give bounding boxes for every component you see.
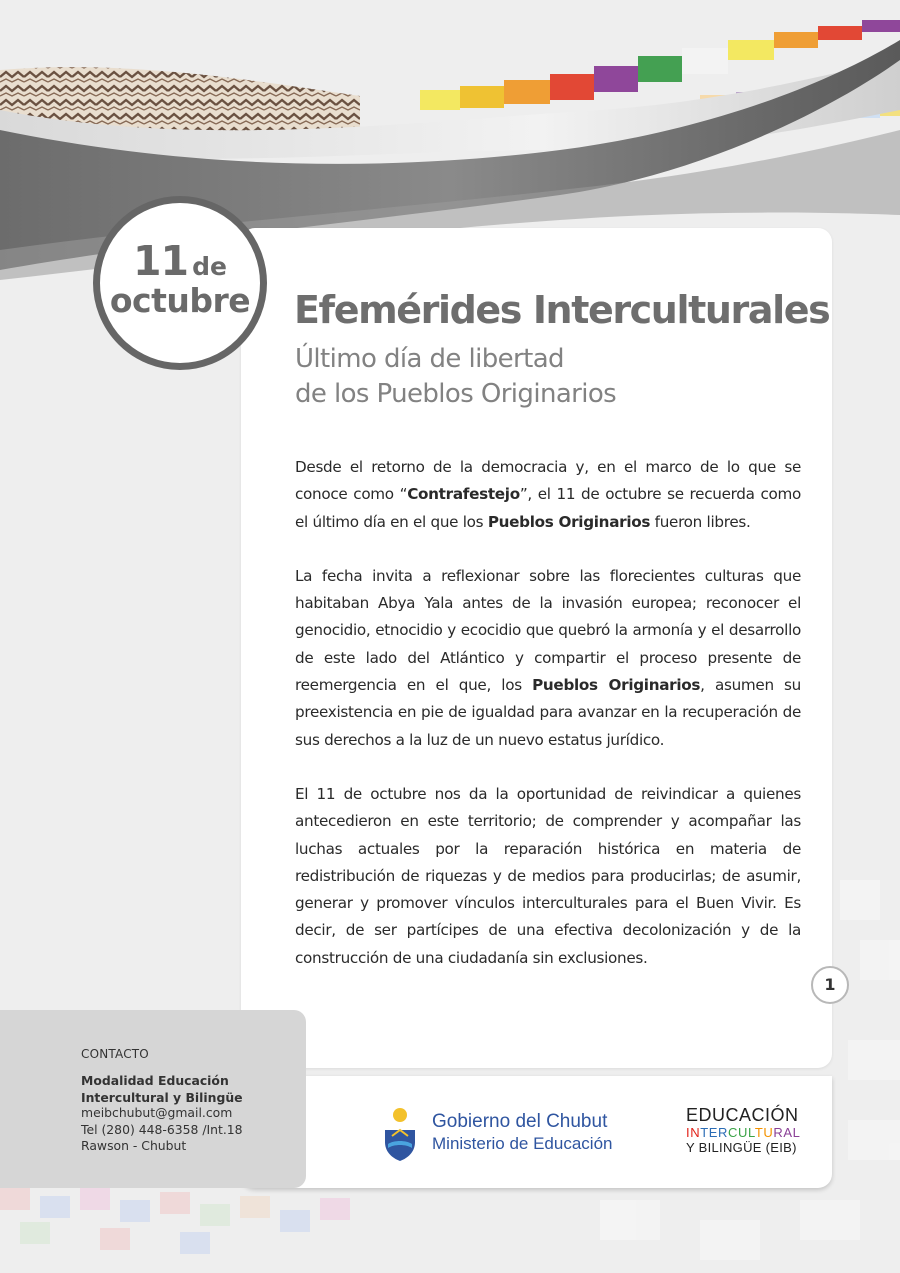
paragraph-3: El 11 de octubre nos da la oportunidad de reivindicar a quienes antecedieron en este territorio; de comprender y acompañar las luchas actuales por la reparación histórica en materia de redistribución de riquezas y de medios para producirlas; de asumir, generar y promover vínculos interculturales para el Buen Vivir. Es decir, de ser partícipes de una efectiva decolonización y de la construcción de una ciudadanía sin exclusiones. — [295, 784, 801, 967]
gov-line-2: Ministerio de Educación — [432, 1134, 613, 1153]
contact-city: Rawson - Chubut — [81, 1138, 187, 1153]
contact-email[interactable]: meibchubut@gmail.com — [81, 1105, 233, 1120]
article-body — [295, 454, 801, 999]
subtitle-line-2: de los Pueblos Originarios — [295, 379, 617, 409]
bold-pueblos-originarios: Pueblos Originarios — [532, 676, 701, 695]
gov-line-1: Gobierno del Chubut — [432, 1111, 608, 1132]
date-day: 11 — [133, 237, 189, 285]
contact-label: CONTACTO — [81, 1047, 149, 1061]
contact-phone: Tel (280) 448-6358 /Int.18 — [81, 1122, 243, 1137]
paragraph-1: Desde el retorno de la democracia y, en el marco de lo que se conoce como “Contrafestejo”, el 11 de octubre se recuerda como el último día en el que los Pueblos Originarios fueron libres. — [295, 458, 801, 531]
contact-name: Modalidad Educación Intercultural y Bilingüe — [81, 1073, 243, 1105]
date-month: octubre — [109, 281, 251, 320]
page-number: 1 — [811, 966, 849, 1004]
subtitle-line-1: Último día de libertad — [295, 344, 564, 374]
eib-line-1: EDUCACIÓN — [686, 1105, 799, 1125]
eib-line-3: Y BILINGÜE (EIB) — [686, 1140, 797, 1155]
paragraph-2: La fecha invita a reflexionar sobre las florecientes culturas que habitaban Abya Yala antes de la invasión europea; reconocer el genocidio, etnocidio y ecocidio que quebró la armonía y el desarrollo de este lado del Atlántico y compartir el proceso presente de reemergencia en el que, los Pueblos Originarios, asumen su preexistencia en pie de igualdad para avanzar en la recuperación de sus derechos a la luz de un nuevo estatus jurídico. — [295, 566, 801, 749]
bold-pueblos-originarios: Pueblos Originarios — [487, 512, 651, 531]
bold-contrafestejo: Contrafestejo — [407, 485, 520, 504]
page-title: Efemérides Interculturales — [294, 288, 830, 332]
chubut-shield-icon — [380, 1106, 420, 1162]
government-logo-text — [432, 1111, 612, 1155]
date-badge — [93, 196, 267, 370]
contact-box — [0, 1010, 306, 1188]
eib-logo — [686, 1105, 800, 1155]
date-de: de — [192, 252, 227, 281]
page-subtitle — [295, 342, 815, 412]
eib-line-2: INTERCULTURAL — [686, 1125, 801, 1140]
